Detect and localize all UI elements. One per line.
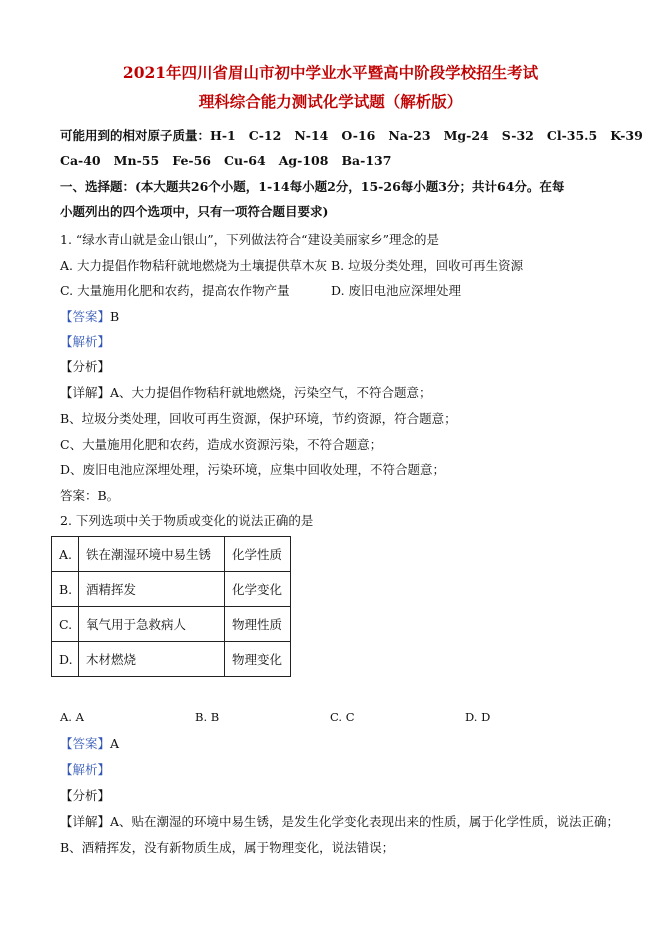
answer-value: A — [110, 736, 120, 751]
table-cell: A. — [52, 537, 79, 572]
question-1-final-answer: 答案：B。 — [60, 488, 120, 503]
answer-value: B — [110, 309, 120, 324]
question-1-option-d: D. 废旧电池应深埋处理 — [331, 283, 462, 298]
question-2-detail-b: B、酒精挥发，没有新物质生成，属于物理变化，说法错误； — [60, 840, 395, 855]
table-cell: 物理变化 — [225, 642, 291, 677]
table-cell: 化学变化 — [225, 572, 291, 607]
atomic-mass-values-1: H-1 C-12 N-14 O-16 Na-23 Mg-24 S-32 Cl-35.5 K-39 — [210, 128, 643, 143]
question-2-table — [51, 536, 291, 677]
answer-tag: 【答案】 — [60, 736, 111, 751]
question-1-detail-a — [60, 384, 432, 402]
table-row — [52, 642, 291, 677]
detail-text: A、贴在潮湿的环境中易生锈，是发生化学变化表现出来的性质，属于化学性质，说法正确； — [110, 814, 620, 829]
question-1-option-c: C. 大量施用化肥和农药，提高农作物产量 — [60, 283, 290, 298]
question-1-option-a: A. 大力提倡作物秸秆就地燃烧为土壤提供草木灰 — [60, 258, 327, 273]
detail-tag: 【详解】 — [60, 814, 111, 829]
question-2-fenxi-tag: 【分析】 — [60, 788, 111, 803]
atomic-mass-label: 可能用到的相对原子质量： — [60, 128, 211, 143]
detail-text: A、大力提倡作物秸秆就地燃烧，污染空气，不符合题意； — [110, 385, 432, 400]
question-2-detail-a — [60, 813, 619, 831]
document-subtitle: 理科综合能力测试化学试题（解析版） — [198, 92, 463, 111]
table-cell: 铁在潮湿环境中易生锈 — [79, 537, 225, 572]
question-1-fenxi-tag: 【分析】 — [60, 359, 111, 374]
table-row — [52, 607, 291, 642]
answer-tag: 【答案】 — [60, 309, 111, 324]
atomic-mass-values-2: Ca-40 Mn-55 Fe-56 Cu-64 Ag-108 Ba-137 — [60, 153, 392, 168]
question-1-answer — [60, 308, 119, 326]
table-row — [52, 572, 291, 607]
question-1-analysis-tag: 【解析】 — [60, 334, 111, 349]
question-1-stem: 1. “绿水青山就是金山银山”，下列做法符合“建设美丽家乡”理念的是 — [60, 232, 439, 247]
table-cell: C. — [52, 607, 79, 642]
question-2-stem: 2. 下列选项中关于物质或变化的说法正确的是 — [60, 513, 314, 528]
question-1-detail-d: D、废旧电池应深埋处理，污染环境，应集中回收处理，不符合题意； — [60, 462, 446, 477]
section-heading-line-1: 一、选择题：(本大题共26个小题，1-14每小题2分，15-26每小题3分；共计64分。在每 — [60, 179, 565, 194]
table-row — [52, 537, 291, 572]
table-cell: D. — [52, 642, 79, 677]
table-cell: 化学性质 — [225, 537, 291, 572]
question-2-analysis-tag: 【解析】 — [60, 762, 111, 777]
section-heading-line-2: 小题列出的四个选项中，只有一项符合题目要求) — [60, 204, 329, 219]
table-cell: 物理性质 — [225, 607, 291, 642]
table-cell: 酒精挥发 — [79, 572, 225, 607]
question-2-choice-a: A. A — [60, 710, 84, 724]
question-2-choice-b: B. B — [195, 710, 220, 724]
table-cell: 木材燃烧 — [79, 642, 225, 677]
table-cell: 氧气用于急救病人 — [79, 607, 225, 642]
question-1-option-b: B. 垃圾分类处理，回收可再生资源 — [331, 258, 524, 273]
question-2-choice-d: D. D — [465, 710, 491, 724]
atomic-mass-line-1 — [60, 127, 643, 145]
question-2-choice-c: C. C — [330, 710, 355, 724]
document-title: 2021年四川省眉山市初中学业水平暨高中阶段学校招生考试 — [122, 63, 539, 82]
question-1-detail-b: B、垃圾分类处理，回收可再生资源，保护环境，节约资源，符合题意； — [60, 411, 457, 426]
detail-tag: 【详解】 — [60, 385, 111, 400]
question-1-detail-c: C、大量施用化肥和农药，造成水资源污染，不符合题意； — [60, 437, 383, 452]
question-2-answer — [60, 735, 119, 753]
table-cell: B. — [52, 572, 79, 607]
